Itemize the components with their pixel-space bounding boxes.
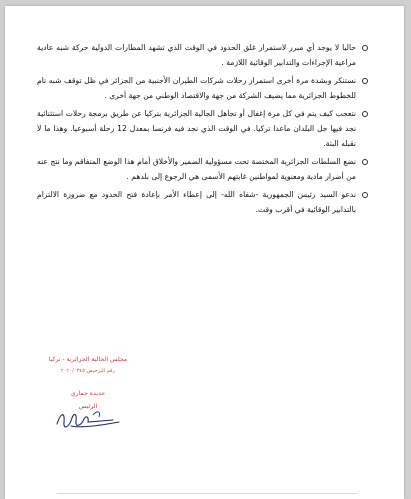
bullet-icon <box>362 192 368 198</box>
list-item-text: نستنكر وبشدة مرة أخرى استمرار رحلات شركات الطيران الأجنبية من الجزائر في ظل توقف شبه تام للخطوط الجزائرية مما يضيف الشركة من جهة والاقتصاد الوطني من جهة أخرى . <box>37 76 356 100</box>
footer-divider <box>57 493 357 494</box>
statement-body <box>37 40 368 220</box>
list-item <box>37 73 368 103</box>
list-item <box>37 106 368 151</box>
list-item <box>37 187 368 217</box>
bullet-icon <box>362 111 368 117</box>
stamp-license: رقم الترخيص ٢٠٢٠/٠٣٤٥ <box>60 368 116 374</box>
list-item-text: حاليا لا يوجد أي مبرر لاستمرار غلق الحدود في الوقت الذي تشهد المطارات الدولية حركة شبه عادية مراعية الإجراءات والتدابير الوقائية اللازمة . <box>37 43 356 67</box>
document-page <box>5 6 404 499</box>
bullet-icon <box>362 45 368 51</box>
bullet-icon <box>362 78 368 84</box>
list-item-text: ندعو السيد رئيس الجمهورية -شفاه الله- إلى إعطاء الأمر بإعادة فتح الحدود مع ضرورة الالتزام بالتدابير الوقائية في أقرب وقت. <box>37 190 356 214</box>
signature-icon <box>53 406 123 432</box>
statement-list <box>37 40 368 217</box>
official-stamp <box>43 354 133 413</box>
stamp-name: حديدة جماري <box>70 390 106 397</box>
list-item-text: نتعجب كيف يتم في كل مرة إغفال أو تجاهل الجالية الجزائرية بتركيا عن طريق برمجة رحلات استثنائية نجد فيها جل البلدان ماعدا تركيا. في الوقت الذي نجد فيه فرنسا بمعدل 12 رحلة أسبوعيا. وهذا ما لا نقبله البتة. <box>37 109 357 148</box>
bullet-icon <box>362 159 368 165</box>
list-item-text: نضع السلطات الجزائرية المختصة تحت مسؤولية الضمير والأخلاق أمام هذا الوضع المتفاقم وما نتج عنه من أضرار مادية ومعنوية لمواطنين غايتهم الأسمى هي الرجوع إلى بلدهم . <box>37 157 356 181</box>
stamp-title: الرئيس <box>78 403 98 410</box>
stamp-organization: مجلس الجالية الجزائرية - تركيا <box>48 356 128 363</box>
list-item <box>37 40 368 70</box>
list-item <box>37 154 368 184</box>
